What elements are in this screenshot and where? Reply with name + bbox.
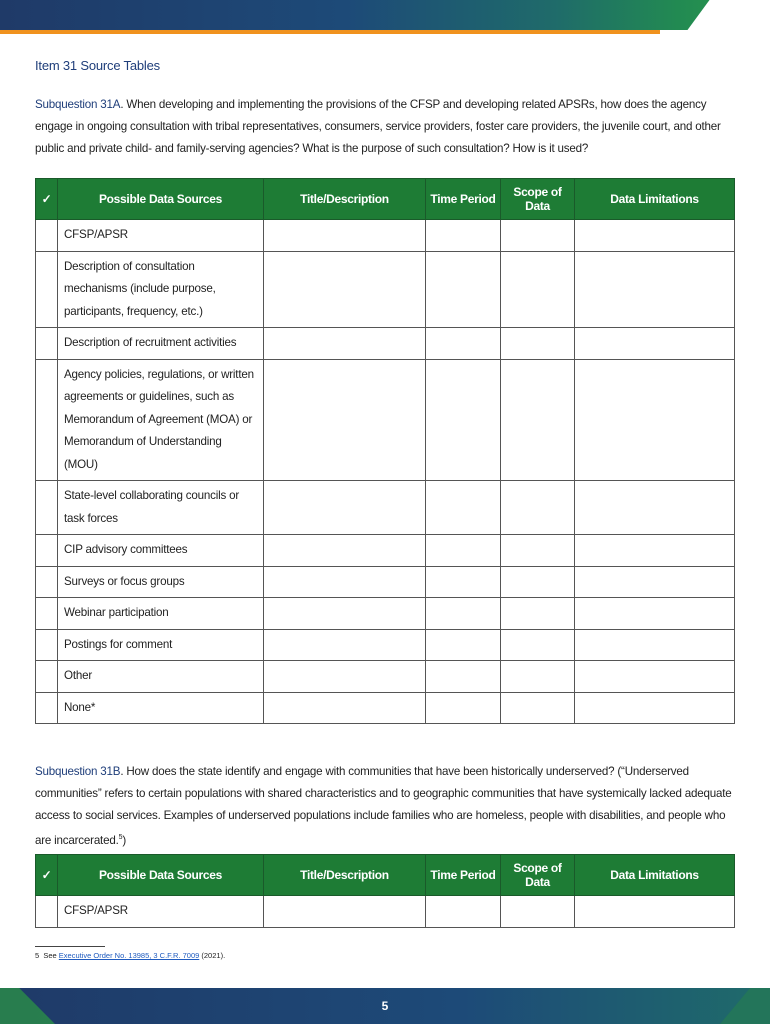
- time-period-cell[interactable]: [426, 481, 501, 535]
- source-cell: Agency policies, regulations, or written agreements or guidelines, such as Memorandum of Agreement (MOA) or Memorandum of Understanding (MOU): [58, 359, 264, 481]
- time-period-cell[interactable]: [426, 598, 501, 630]
- data-limitations-cell[interactable]: [575, 535, 735, 567]
- scope-of-data-cell[interactable]: [501, 692, 575, 724]
- title-description-cell[interactable]: [264, 661, 426, 693]
- data-limitations-cell[interactable]: [575, 359, 735, 481]
- scope-column-header: Scope of Data: [501, 855, 575, 896]
- period-column-header: Time Period: [426, 855, 501, 896]
- check-cell[interactable]: [36, 629, 58, 661]
- table-row: [36, 359, 735, 481]
- source-cell: CIP advisory committees: [58, 535, 264, 567]
- title-column-header: Title/Description: [264, 179, 426, 220]
- footnote-divider: [35, 946, 105, 947]
- top-banner-accent-line: [0, 30, 660, 34]
- data-limitations-cell[interactable]: [575, 598, 735, 630]
- table-row: [36, 661, 735, 693]
- title-description-cell[interactable]: [264, 598, 426, 630]
- scope-of-data-cell[interactable]: [501, 220, 575, 252]
- check-cell[interactable]: [36, 220, 58, 252]
- title-description-cell[interactable]: [264, 220, 426, 252]
- title-description-cell[interactable]: [264, 896, 426, 928]
- subquestion-31a-label: Subquestion 31A: [35, 98, 121, 111]
- source-cell: State-level collaborating councils or task forces: [58, 481, 264, 535]
- title-description-cell[interactable]: [264, 359, 426, 481]
- footnote: [35, 951, 225, 960]
- check-cell[interactable]: [36, 328, 58, 360]
- data-limitations-cell[interactable]: [575, 661, 735, 693]
- period-column-header: Time Period: [426, 179, 501, 220]
- title-description-cell[interactable]: [264, 328, 426, 360]
- source-cell: Description of recruitment activities: [58, 328, 264, 360]
- title-description-cell[interactable]: [264, 692, 426, 724]
- scope-of-data-cell[interactable]: [501, 896, 575, 928]
- scope-column-header: Scope of Data: [501, 179, 575, 220]
- time-period-cell[interactable]: [426, 220, 501, 252]
- check-column-header: ✓: [36, 855, 58, 896]
- time-period-cell[interactable]: [426, 251, 501, 328]
- table-row: [36, 535, 735, 567]
- footnote-prefix: See: [43, 951, 57, 960]
- source-cell: Webinar participation: [58, 598, 264, 630]
- data-limitations-cell[interactable]: [575, 220, 735, 252]
- time-period-cell[interactable]: [426, 629, 501, 661]
- data-limitations-cell[interactable]: [575, 251, 735, 328]
- scope-of-data-cell[interactable]: [501, 251, 575, 328]
- title-description-cell[interactable]: [264, 251, 426, 328]
- sources-column-header: Possible Data Sources: [58, 855, 264, 896]
- time-period-cell[interactable]: [426, 535, 501, 567]
- title-description-cell[interactable]: [264, 566, 426, 598]
- scope-of-data-cell[interactable]: [501, 328, 575, 360]
- table-row: [36, 481, 735, 535]
- table-row: [36, 566, 735, 598]
- subquestion-31b-label: Subquestion 31B: [35, 765, 121, 778]
- title-description-cell[interactable]: [264, 629, 426, 661]
- check-cell[interactable]: [36, 359, 58, 481]
- scope-of-data-cell[interactable]: [501, 661, 575, 693]
- section-title: Item 31 Source Tables: [35, 58, 160, 73]
- check-cell[interactable]: [36, 661, 58, 693]
- time-period-cell[interactable]: [426, 896, 501, 928]
- top-banner-notch: [660, 0, 770, 30]
- check-cell[interactable]: [36, 598, 58, 630]
- scope-of-data-cell[interactable]: [501, 598, 575, 630]
- time-period-cell[interactable]: [426, 359, 501, 481]
- source-cell: CFSP/APSR: [58, 896, 264, 928]
- table-row: [36, 598, 735, 630]
- page-number: 5: [381, 999, 389, 1013]
- data-limitations-cell[interactable]: [575, 328, 735, 360]
- subquestion-31a-text: . When developing and implementing the provisions of the CFSP and developing related APSRs, how does the agency engage in ongoing consultation with tribal representatives, consumers, service providers, foster care providers, the juvenile court, and other public and private child- and family-serving agencies? What is the purpose of such consultation? How is it used?: [35, 98, 721, 155]
- footnote-suffix: (2021).: [201, 951, 226, 960]
- executive-order-link[interactable]: Executive Order No. 13985, 3 C.F.R. 7009: [58, 951, 200, 960]
- check-cell[interactable]: [36, 692, 58, 724]
- subquestion-31a: [35, 94, 735, 160]
- scope-of-data-cell[interactable]: [501, 481, 575, 535]
- title-description-cell[interactable]: [264, 535, 426, 567]
- limitations-column-header: Data Limitations: [575, 179, 735, 220]
- data-limitations-cell[interactable]: [575, 896, 735, 928]
- data-limitations-cell[interactable]: [575, 481, 735, 535]
- table-header-row: [36, 855, 735, 896]
- subquestion-31b-text: . How does the state identify and engage with communities that have been historically underserved? (“Underserved communities” refers to certain populations with shared characteristics and to geographic communities that have systemically lacked adequate access to social services. Examples of underserved populations include families who are homeless, people with disabilities, and people who are incarcerated.: [35, 765, 732, 847]
- check-cell[interactable]: [36, 251, 58, 328]
- time-period-cell[interactable]: [426, 566, 501, 598]
- time-period-cell[interactable]: [426, 328, 501, 360]
- table-row: [36, 692, 735, 724]
- source-cell: Postings for comment: [58, 629, 264, 661]
- check-cell[interactable]: [36, 481, 58, 535]
- scope-of-data-cell[interactable]: [501, 566, 575, 598]
- table-row: [36, 251, 735, 328]
- source-cell: CFSP/APSR: [58, 220, 264, 252]
- footnote-reference: 5: [118, 834, 123, 841]
- source-cell: Other: [58, 661, 264, 693]
- subquestion-31b-text-end: ): [122, 833, 126, 847]
- title-column-header: Title/Description: [264, 855, 426, 896]
- table-row: [36, 328, 735, 360]
- data-limitations-cell[interactable]: [575, 692, 735, 724]
- title-description-cell[interactable]: [264, 481, 426, 535]
- sources-column-header: Possible Data Sources: [58, 179, 264, 220]
- limitations-column-header: Data Limitations: [575, 855, 735, 896]
- footnote-number: 5: [35, 951, 40, 960]
- scope-of-data-cell[interactable]: [501, 629, 575, 661]
- table-row: [36, 220, 735, 252]
- scope-of-data-cell[interactable]: [501, 359, 575, 481]
- data-limitations-cell[interactable]: [575, 629, 735, 661]
- subquestion-31b: [35, 761, 735, 852]
- source-cell: None*: [58, 692, 264, 724]
- scope-of-data-cell[interactable]: [501, 535, 575, 567]
- table-row: [36, 896, 735, 928]
- check-column-header: ✓: [36, 179, 58, 220]
- source-cell: Description of consultation mechanisms (include purpose, participants, frequency, etc.): [58, 251, 264, 328]
- check-cell[interactable]: [36, 535, 58, 567]
- check-cell[interactable]: [36, 896, 58, 928]
- table-row: [36, 629, 735, 661]
- time-period-cell[interactable]: [426, 661, 501, 693]
- check-cell[interactable]: [36, 566, 58, 598]
- time-period-cell[interactable]: [426, 692, 501, 724]
- table-header-row: [36, 179, 735, 220]
- top-banner: [0, 0, 770, 30]
- source-cell: Surveys or focus groups: [58, 566, 264, 598]
- data-limitations-cell[interactable]: [575, 566, 735, 598]
- source-table-31b: [35, 854, 735, 928]
- source-table-31a: [35, 178, 735, 724]
